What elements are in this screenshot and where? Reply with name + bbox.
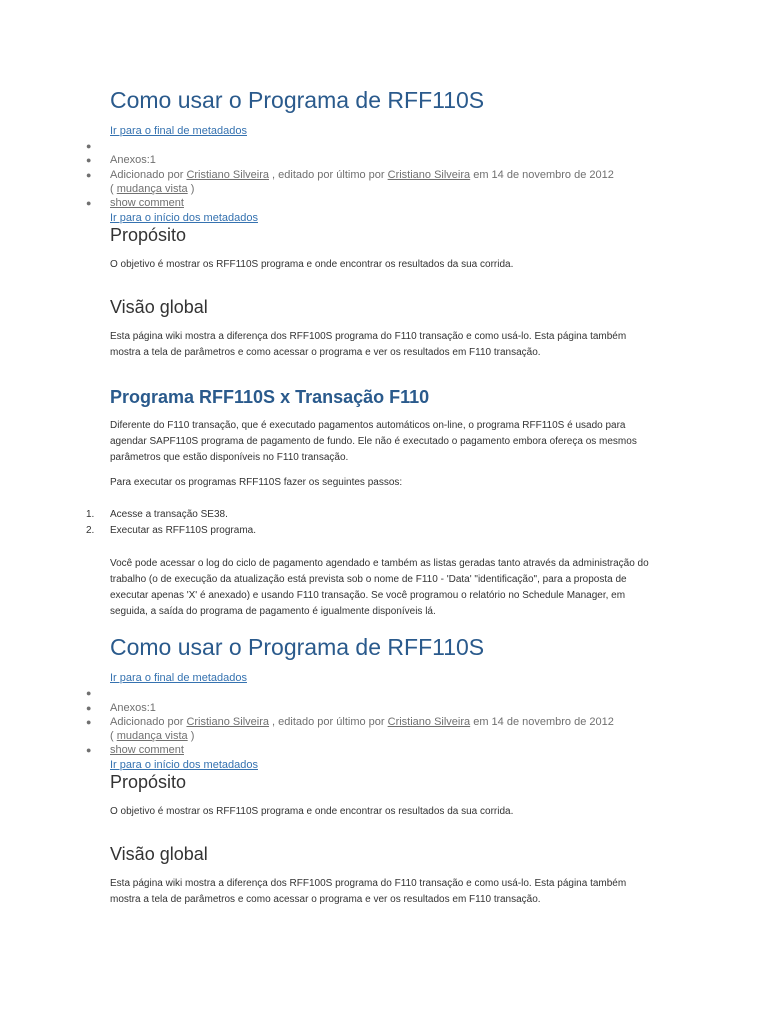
bullet-icon: ●	[86, 155, 92, 165]
comparison-heading: Programa RFF110S x Transação F110	[110, 387, 430, 407]
change-view-link[interactable]: mudança vista	[116, 730, 188, 742]
bullet-icon: ●	[86, 170, 92, 180]
overview-text: Esta página wiki mostra a diferença dos RFF100S programa do F110 transação e como usá-lo. Esta página também mostra a tela de parâmetros e como acessar o programa e ver os resultados em F110 transação.	[110, 331, 627, 358]
edit-date: em 14 de novembro de 2012	[473, 169, 614, 181]
overview-text: Esta página wiki mostra a diferença dos RFF100S programa do F110 transação e como usá-lo. Esta página também mostra a tela de parâmetros e como acessar o programa e ver os resultados em F110 transação.	[110, 878, 627, 905]
attachments-label[interactable]: Anexos:1	[110, 702, 156, 714]
added-by-prefix: Adicionado por	[110, 716, 184, 728]
author-info	[110, 168, 620, 196]
skip-to-start-link[interactable]: Ir para o início dos metadados	[110, 759, 258, 771]
step-number: 2.	[86, 525, 95, 536]
page-title: Como usar o Programa de RFF110S	[110, 87, 485, 113]
bullet-icon: ●	[86, 717, 92, 727]
overview-heading: Visão global	[110, 297, 208, 317]
paren-close: )	[190, 730, 195, 742]
change-view-link[interactable]: mudança vista	[116, 183, 188, 195]
metadata-empty-item	[0, 139, 768, 153]
purpose-heading: Propósito	[110, 225, 187, 245]
bullet-icon: ●	[86, 141, 92, 151]
purpose-text: O objetivo é mostrar os RFF110S programa e onde encontrar os resultados da sua corrida.	[110, 259, 514, 270]
metadata-empty-item	[0, 686, 768, 700]
skip-to-end-link[interactable]: Ir para o final de metadados	[110, 672, 247, 684]
show-comment-link[interactable]: show comment	[110, 744, 184, 756]
edit-date: em 14 de novembro de 2012	[473, 716, 614, 728]
author-info	[110, 715, 620, 743]
author-link[interactable]: Cristiano Silveira	[186, 716, 269, 728]
edited-by-text: , editado por último por	[272, 716, 385, 728]
purpose-heading: Propósito	[110, 772, 187, 792]
edited-by-text: , editado por último por	[272, 169, 385, 181]
paren-open: (	[110, 183, 114, 195]
log-text: Você pode acessar o log do ciclo de pagamento agendado e também as listas geradas tanto através da administração do trabalho (o de execução da atualização está prevista sob o nome de F110 - 'Data' "identificação", para a proposta de executar apenas 'X' é anexado) e usando F110 transação. Se você programou o relatório no Schedule Manager, em seguida, a saída do programa de pagamento é igualmente disponíveis lá.	[110, 558, 649, 617]
page-title: Como usar o Programa de RFF110S	[110, 634, 485, 660]
attachments-label[interactable]: Anexos:1	[110, 154, 156, 166]
editor-link[interactable]: Cristiano Silveira	[387, 716, 471, 728]
skip-to-end-link[interactable]: Ir para o final de metadados	[110, 125, 247, 137]
show-comment-link[interactable]: show comment	[110, 197, 184, 209]
steps-intro: Para executar os programas RFF110S fazer os seguintes passos:	[110, 477, 403, 488]
bullet-icon: ●	[86, 198, 92, 208]
bullet-icon: ●	[86, 688, 92, 698]
step-number: 1.	[86, 509, 95, 520]
author-link[interactable]: Cristiano Silveira	[186, 169, 269, 181]
paren-open: (	[110, 730, 114, 742]
paren-close: )	[190, 183, 195, 195]
comparison-intro: Diferente do F110 transação, que é executado pagamentos automáticos on-line, o programa RFF110S é usado para agendar SAPF110S programa de pagamento de fundo. Ele não é executado o pagamento embora ofereça os mesmos parâmetros que estão disponíveis no F110 transação.	[110, 420, 637, 463]
purpose-text: O objetivo é mostrar os RFF110S programa e onde encontrar os resultados da sua corrida.	[110, 806, 514, 817]
step-text: Executar as RFF110S programa.	[110, 525, 256, 536]
added-by-prefix: Adicionado por	[110, 169, 184, 181]
step-text: Acesse a transação SE38.	[110, 509, 228, 520]
bullet-icon: ●	[86, 745, 92, 755]
bullet-icon: ●	[86, 703, 92, 713]
skip-to-start-link[interactable]: Ir para o início dos metadados	[110, 212, 258, 224]
editor-link[interactable]: Cristiano Silveira	[387, 169, 471, 181]
overview-heading: Visão global	[110, 844, 208, 864]
